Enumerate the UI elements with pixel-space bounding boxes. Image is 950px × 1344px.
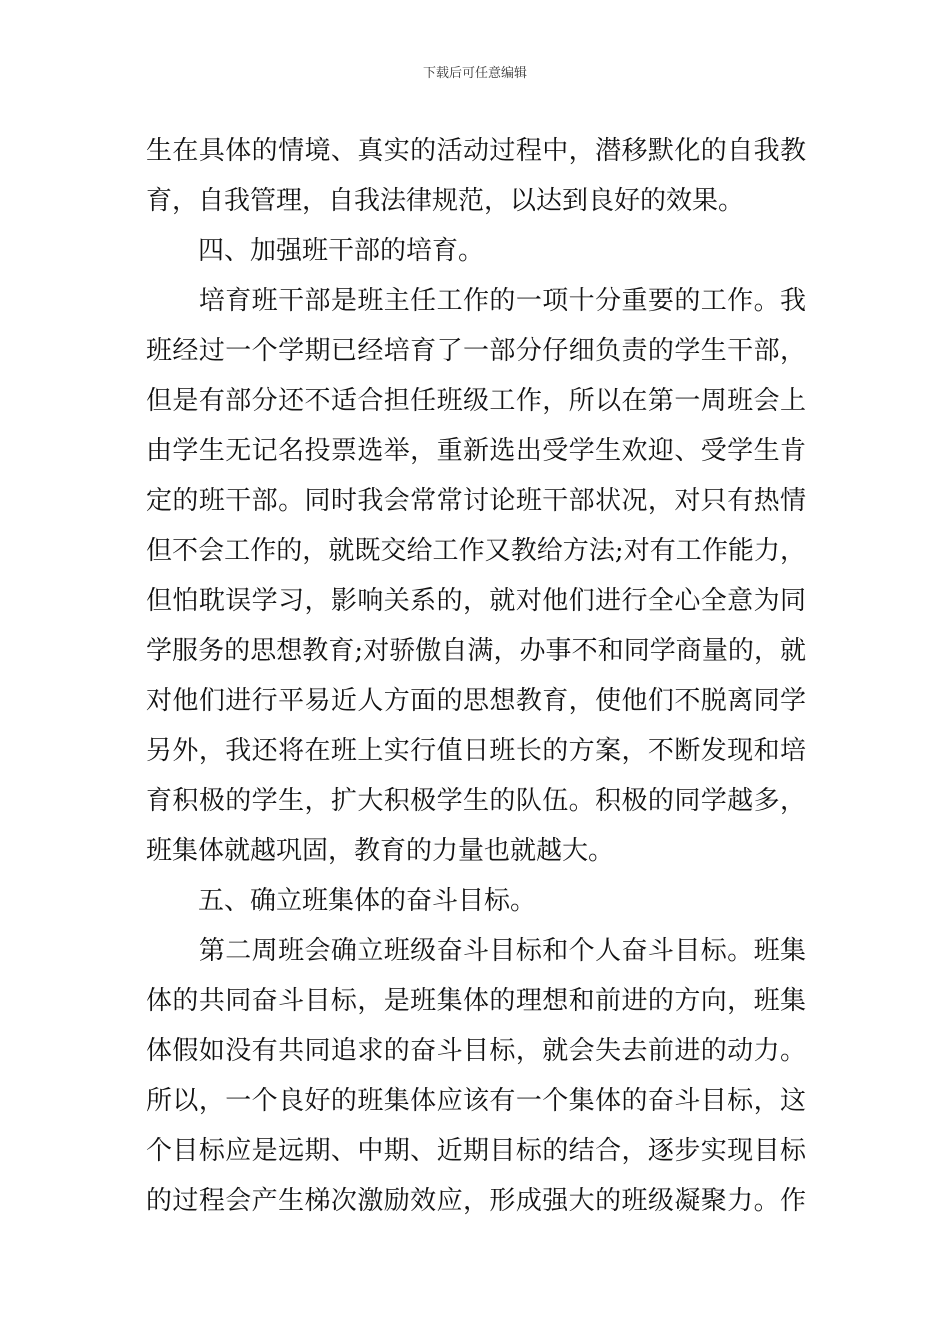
page-header: 下载后可任意编辑: [422, 66, 527, 81]
text-line: 所以，一个良好的班集体应该有一个集体的奋斗目标，这: [146, 1086, 806, 1116]
text-line: 但不会工作的，就既交给工作又教给方法;对有工作能力，: [146, 536, 806, 566]
text-line: 另外，我还将在班上实行值日班长的方案，不断发现和培: [146, 736, 806, 766]
text-line: 育，自我管理，自我法律规范，以达到良好的效果。: [146, 186, 745, 216]
text-line: 育积极的学生，扩大积极学生的队伍。积极的同学越多，: [146, 786, 806, 816]
text-line: 班集体就越巩固，教育的力量也就越大。: [146, 836, 615, 866]
text-line: 生在具体的情境、真实的活动过程中，潜移默化的自我教: [146, 136, 806, 166]
text-line: 的过程会产生梯次激励效应，形成强大的班级凝聚力。作: [146, 1186, 806, 1216]
document-body: [146, 126, 806, 1226]
text-line: 第二周班会确立班级奋斗目标和个人奋斗目标。班集: [146, 936, 806, 966]
text-line: 定的班干部。同时我会常常讨论班干部状况，对只有热情: [146, 486, 806, 516]
text-line: 体假如没有共同追求的奋斗目标，就会失去前进的动力。: [146, 1036, 806, 1066]
text-line: 对他们进行平易近人方面的思想教育，使他们不脱离同学: [146, 686, 806, 716]
text-line: 但是有部分还不适合担任班级工作，所以在第一周班会上: [146, 386, 806, 416]
text-line: 个目标应是远期、中期、近期目标的结合，逐步实现目标: [146, 1136, 806, 1166]
text-line: 由学生无记名投票选举，重新选出受学生欢迎、受学生肯: [146, 436, 806, 466]
text-line: 体的共同奋斗目标，是班集体的理想和前进的方向，班集: [146, 986, 806, 1016]
text-line: 但怕耽误学习，影响关系的，就对他们进行全心全意为同: [146, 586, 806, 616]
text-line: 班经过一个学期已经培育了一部分仔细负责的学生干部，: [146, 336, 806, 366]
text-line: 学服务的思想教育;对骄傲自满，办事不和同学商量的，就: [146, 636, 806, 666]
section-heading: 五、确立班集体的奋斗目标。: [146, 886, 537, 916]
section-heading: 四、加强班干部的培育。: [146, 236, 485, 266]
text-line: 培育班干部是班主任工作的一项十分重要的工作。我: [146, 286, 806, 316]
